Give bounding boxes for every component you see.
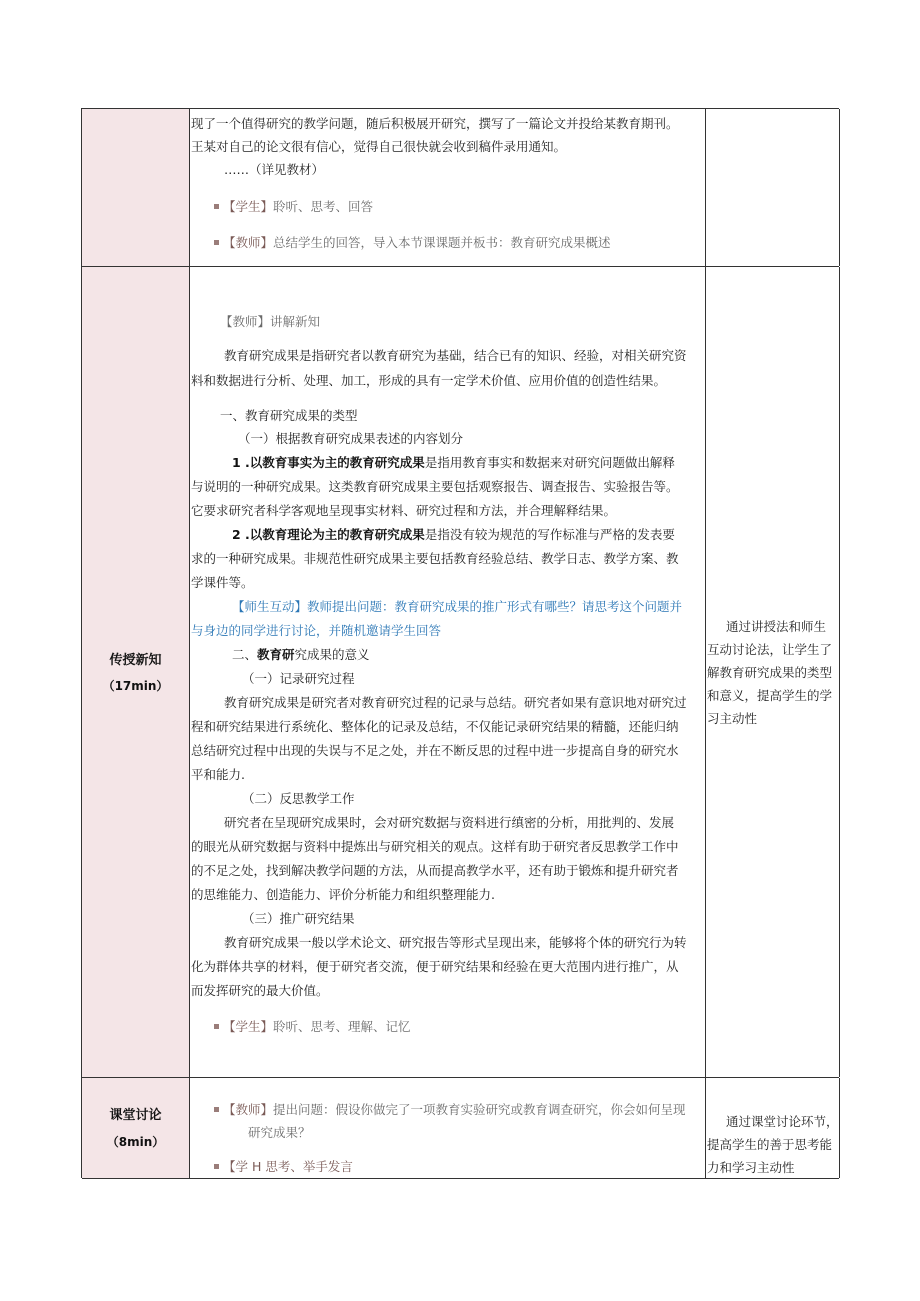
design-intent-line: 互动讨论法，让学生了 xyxy=(707,642,833,657)
paragraph-line: 平和能力. xyxy=(191,767,245,782)
section-heading: 一、教育研究成果的类型 xyxy=(220,408,358,423)
student-activity: 【学生】聆听、思考、理解、记忆 xyxy=(214,1017,411,1037)
bullet-icon xyxy=(214,1164,219,1169)
stage-label: 课堂讨论 xyxy=(109,1108,162,1123)
design-intent-cell xyxy=(706,109,840,266)
student-activity: 【学生】聆听、思考、回答 xyxy=(214,197,373,217)
table-row xyxy=(82,267,839,1078)
section-heading: 二、教育研究成果的意义 xyxy=(232,647,370,662)
content-cell xyxy=(190,267,706,1077)
table-row xyxy=(82,1078,839,1179)
stage-duration: （8min） xyxy=(106,1135,165,1149)
case-text-line: ……（详见教材） xyxy=(224,162,325,177)
paragraph-line: 的思维能力、创造能力、评价分析能力和组织整理能力. xyxy=(191,887,495,902)
paragraph-line: 总结研究过程中出现的失误与不足之处，并在不断反思的过程中进一步提高自身的研究水 xyxy=(191,743,679,758)
paragraph-line: 的眼光从研究数据与资料中提炼出与研究相关的观点。这样有助于研究者反思教学工作中 xyxy=(191,839,679,854)
student-activity: 【学 H 思考、举手发言 xyxy=(214,1157,353,1177)
bullet-icon xyxy=(214,204,219,209)
paragraph-line: 化为群体共享的材料，便于研究者交流，便于研究结果和经验在更大范围内进行推广，从 xyxy=(191,959,679,974)
lesson-plan-table xyxy=(81,108,839,1178)
paragraph-line: 学课件等。 xyxy=(191,575,254,590)
definition-line: 料和数据进行分析、处理、加工，形成的具有一定学术价值、应用价值的创造性结果。 xyxy=(191,373,667,388)
design-intent-line: 力和学习主动性 xyxy=(707,1160,795,1175)
teacher-activity: 【教师】提出问题：假设你做完了一项教育实验研究或教育调查研究，你会如何呈现 xyxy=(214,1100,686,1120)
subsection-heading: （一）记录研究过程 xyxy=(242,671,355,686)
paragraph-line: 教育研究成果是研究者对教育研究过程的记录与总结。研究者如果有意识地对研究过 xyxy=(224,695,687,710)
interaction-line: 与身边的同学进行讨论，并随机邀请学生回答 xyxy=(191,623,442,638)
table-row xyxy=(82,109,839,267)
stage-duration: （17min） xyxy=(102,679,169,693)
paragraph-line: 与说明的一种研究成果。这类教育研究成果主要包括观察报告、调查报告、实验报告等。 xyxy=(191,479,679,494)
case-text-line: 王某对自己的论文很有信心，觉得自己很快就会收到稿件录用通知。 xyxy=(191,139,567,154)
stage-label-cell xyxy=(82,267,190,1077)
stage-label: 传授新知 xyxy=(109,653,162,668)
teacher-activity-cont: 研究成果？ xyxy=(248,1125,311,1140)
paragraph-line: 教育研究成果一般以学术论文、研究报告等形式呈现出来，能够将个体的研究行为转 xyxy=(224,935,687,950)
stage-label-cell xyxy=(82,109,190,266)
paragraph-line: 1 .以教育事实为主的教育研究成果是指用教育事实和数据来对研究问题做出解释 xyxy=(232,455,675,470)
bullet-icon xyxy=(214,1107,219,1112)
design-intent-line: 解教育研究成果的类型 xyxy=(707,665,833,680)
subsection-heading: （一）根据教育研究成果表述的内容划分 xyxy=(238,431,464,446)
paragraph-line: 求的一种研究成果。非规范性研究成果主要包括教育经验总结、教学日志、教学方案、教 xyxy=(191,551,679,566)
subsection-heading: （二）反思教学工作 xyxy=(242,791,355,806)
stage-label-cell xyxy=(82,1078,190,1178)
paragraph-line: 程和研究结果进行系统化、整体化的记录及总结，不仅能记录研究结果的精髓，还能归纳 xyxy=(191,719,679,734)
teacher-intro: 【教师】讲解新知 xyxy=(220,314,321,329)
paragraph-line: 研究者在呈现研究成果时，会对研究数据与资料进行缜密的分析，用批判的、发展 xyxy=(224,815,675,830)
content-cell xyxy=(190,1078,706,1178)
content-cell xyxy=(190,109,706,266)
subsection-heading: （三）推广研究结果 xyxy=(242,911,355,926)
design-intent-line: 和意义，提高学生的学 xyxy=(707,688,833,703)
teacher-activity: 【教师】总结学生的回答，导入本节课课题并板书：教育研究成果概述 xyxy=(214,233,611,253)
paragraph-line: 它要求研究者科学客观地呈现事实材料、研究过程和方法，并合理解释结果。 xyxy=(191,503,617,518)
case-text-line: 现了一个值得研究的教学问题，随后积极展开研究，撰写了一篇论文并投给某教育期刊。 xyxy=(191,116,679,131)
design-intent-line: 习主动性 xyxy=(707,711,758,726)
design-intent-cell xyxy=(706,267,840,1077)
definition-line: 教育研究成果是指研究者以教育研究为基础，结合已有的知识、经验，对相关研究资 xyxy=(224,348,687,363)
paragraph-line: 2 .以教育理论为主的教育研究成果是指没有较为规范的写作标准与严格的发表要 xyxy=(232,527,675,542)
paragraph-line: 而发挥研究的最大价值。 xyxy=(191,983,329,998)
interaction-line: 【师生互动】教师提出问题：教育研究成果的推广形式有哪些？请思考这个问题并 xyxy=(232,599,683,614)
design-intent-cell xyxy=(706,1078,840,1178)
bullet-icon xyxy=(214,240,219,245)
bullet-icon xyxy=(214,1024,219,1029)
design-intent-line: 提高学生的善于思考能 xyxy=(707,1137,833,1152)
paragraph-line: 的不足之处，找到解决教学问题的方法，从而提高教学水平，还有助于锻炼和提升研究者 xyxy=(191,863,679,878)
design-intent-line: 通过课堂讨论环节， xyxy=(726,1114,839,1129)
design-intent-line: 通过讲授法和师生 xyxy=(726,619,827,634)
